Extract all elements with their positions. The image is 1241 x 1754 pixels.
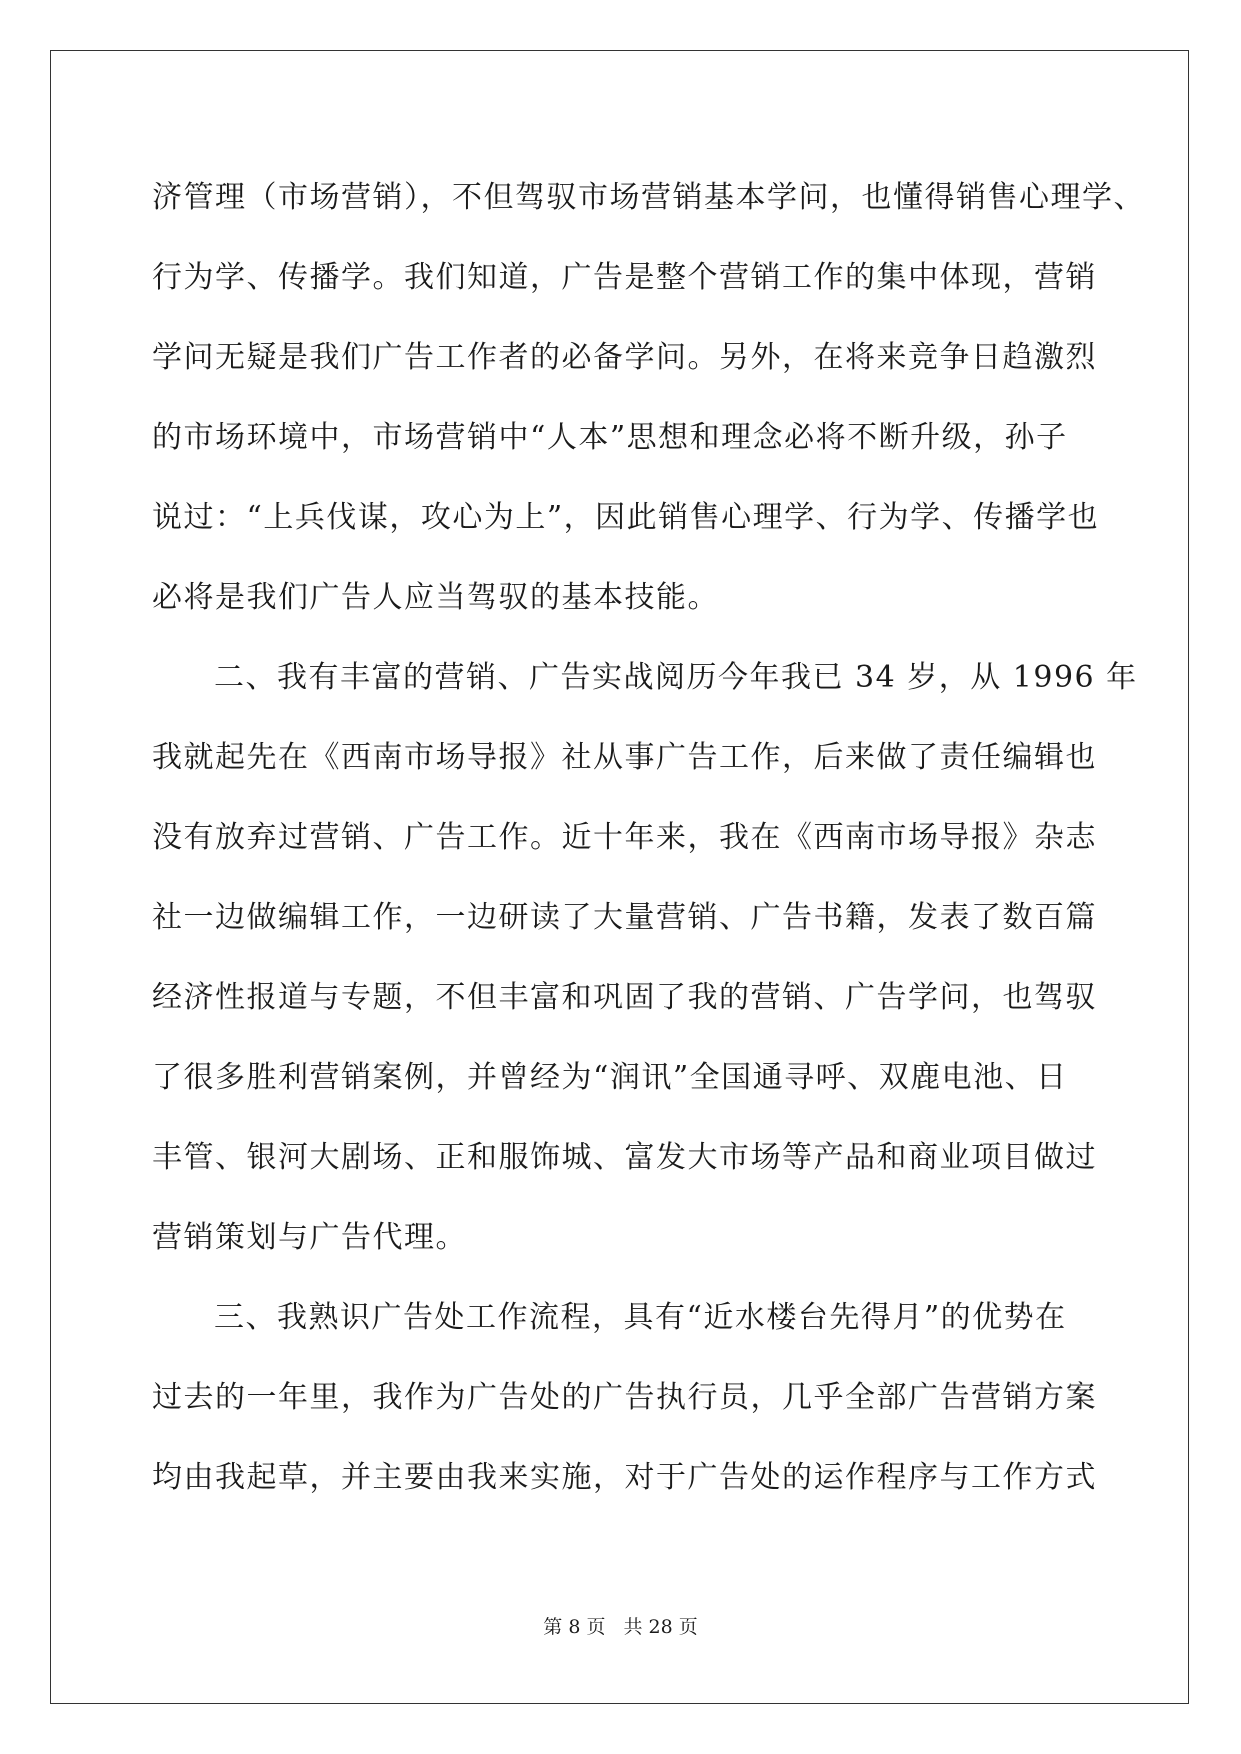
text-line: 行为学、传播学。我们知道，广告是整个营销工作的集中体现，营销 <box>152 260 1097 295</box>
page-footer <box>0 1612 1241 1642</box>
text-line: 我就起先在《西南市场导报》社从事广告工作，后来做了责任编辑也 <box>152 740 1097 775</box>
page-total: 共 28 页 <box>623 1616 698 1638</box>
text-line: 的市场环境中，市场营销中“人本”思想和理念必将不断升级，孙子 <box>152 420 1068 455</box>
text-line: 必将是我们广告人应当驾驭的基本技能。 <box>152 580 719 615</box>
text-line: 说过：“上兵伐谋，攻心为上”，因此销售心理学、行为学、传播学也 <box>152 500 1100 535</box>
document-body <box>152 158 1145 1518</box>
text-line: 过去的一年里，我作为广告处的广告执行员，几乎全部广告营销方案 <box>152 1380 1097 1415</box>
text-line: 经济性报道与专题，不但丰富和巩固了我的营销、广告学问，也驾驭 <box>152 980 1097 1015</box>
text-line: 了很多胜利营销案例，并曾经为“润讯”全国通寻呼、双鹿电池、日 <box>152 1060 1068 1095</box>
text-line: 均由我起草，并主要由我来实施，对于广告处的运作程序与工作方式 <box>152 1460 1097 1495</box>
text-line: 营销策划与广告代理。 <box>152 1220 467 1255</box>
text-line: 丰管、银河大剧场、正和服饰城、富发大市场等产品和商业项目做过 <box>152 1140 1097 1175</box>
paragraph-start-line: 二、我有丰富的营销、广告实战阅历今年我已 34 岁，从 1996 年 <box>214 660 1138 695</box>
paragraph-start-line: 三、我熟识广告处工作流程，具有“近水楼台先得月”的优势在 <box>214 1300 1067 1335</box>
text-line: 社一边做编辑工作，一边研读了大量营销、广告书籍，发表了数百篇 <box>152 900 1097 935</box>
page-number: 第 8 页 <box>543 1616 606 1638</box>
text-line: 济管理（市场营销），不但驾驭市场营销基本学问，也懂得销售心理学、 <box>152 180 1145 215</box>
text-line: 学问无疑是我们广告工作者的必备学问。另外，在将来竞争日趋激烈 <box>152 340 1097 375</box>
text-line: 没有放弃过营销、广告工作。近十年来，我在《西南市场导报》杂志 <box>152 820 1097 855</box>
